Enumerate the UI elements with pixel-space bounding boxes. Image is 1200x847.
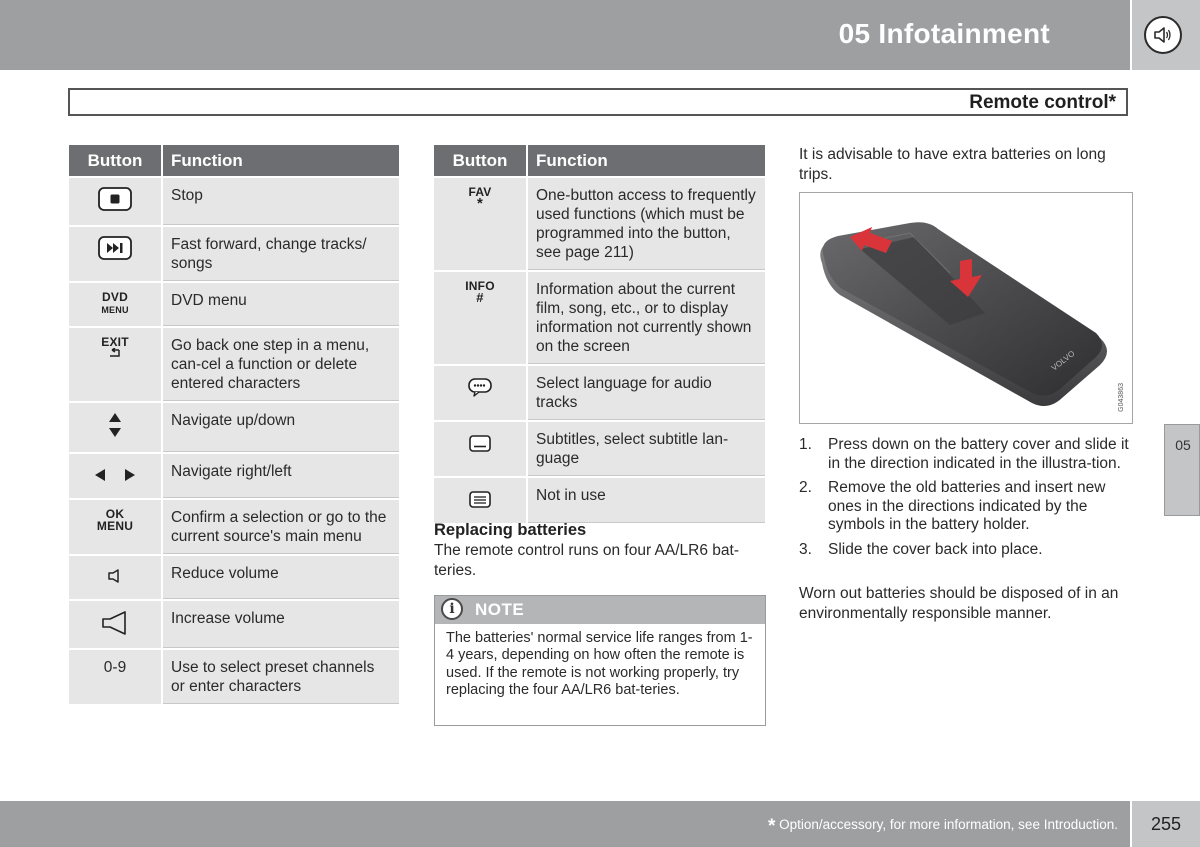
function-text: Navigate right/left: [163, 452, 399, 498]
info-button-icon: INFO #: [465, 279, 495, 305]
up-down-arrows-icon: [107, 411, 123, 444]
note-text: The batteries' normal service life ranges from 1-4 years, depending on how often the remote is used. If the remote is not working properly, try replacing the four AA/LR6 bat-teries.: [446, 630, 753, 698]
table-row: [69, 401, 399, 452]
audio-language-icon: [467, 377, 493, 402]
function-text: Subtitles, select subtitle lan-guage: [528, 420, 765, 476]
function-text: Reduce volume: [163, 554, 399, 599]
list-item: 3. Slide the cover back into place.: [799, 540, 1043, 558]
column-header-function: Function: [528, 145, 765, 176]
dvd-menu-button-icon: DVD MENU: [101, 290, 129, 315]
table-row: [69, 648, 399, 704]
function-text: Confirm a selection or go to the current source's main menu: [163, 498, 399, 554]
section-title: Remote control*: [969, 92, 1116, 113]
chapter-tab-label: 05: [1175, 437, 1191, 453]
speaker-icon: [1144, 16, 1182, 54]
table-row: [434, 176, 765, 270]
function-text: Go back one step in a menu, can-cel a function or delete entered characters: [163, 326, 399, 401]
header-icon-box: [1132, 0, 1200, 70]
function-text: Fast forward, change tracks/ songs: [163, 225, 399, 281]
header-bar: [0, 0, 1130, 70]
info-icon: i: [441, 598, 463, 620]
footer-note: * Option/accessory, for more information, see Introduction.: [767, 816, 1118, 837]
unused-button-icon: [468, 490, 492, 515]
column-header-button: Button: [434, 145, 528, 176]
table-row: [434, 476, 765, 523]
table-row: [69, 498, 399, 554]
page-number-box: [1132, 801, 1200, 847]
brand-logo: VOLVO: [1049, 348, 1077, 373]
battery-steps-list: [799, 436, 1135, 565]
table-row: [434, 364, 765, 420]
button-function-table-right: [434, 145, 765, 523]
function-text: Navigate up/down: [163, 401, 399, 452]
column-header-button: Button: [69, 145, 163, 176]
fast-forward-button-icon: [97, 235, 133, 266]
table-row: [69, 326, 399, 401]
list-item: 1. Press down on the battery cover and slide it in the direction indicated in the illustra-tion.: [799, 436, 1129, 472]
function-text: Information about the current film, song, etc., or to display information not currently shown on the screen: [528, 270, 765, 364]
function-text: Increase volume: [163, 599, 399, 648]
batteries-intro-text: The remote control runs on four AA/LR6 bat-teries.: [434, 542, 739, 579]
section-header: [68, 88, 1128, 116]
function-text: Stop: [163, 176, 399, 225]
function-text: Not in use: [528, 476, 765, 523]
table-row: [434, 270, 765, 364]
chapter-title: 05 Infotainment: [838, 18, 1050, 49]
button-function-table-left: [69, 145, 399, 704]
extra-batteries-text: It is advisable to have extra batteries on long trips.: [799, 146, 1106, 183]
table-row: [434, 420, 765, 476]
table-row: [69, 599, 399, 648]
footnote-star: *: [767, 816, 776, 837]
subtitles-icon: [468, 434, 492, 459]
ok-menu-button-icon: OK MENU: [96, 507, 134, 533]
disposal-text: Worn out batteries should be disposed of in an environmentally responsible manner.: [799, 585, 1119, 622]
function-text: Select language for audio tracks: [528, 364, 765, 420]
note-box: [434, 595, 766, 726]
left-right-arrows-icon: [93, 468, 137, 487]
illustration-code: G043863: [1118, 383, 1125, 412]
footer-bar: [0, 801, 1130, 847]
replacing-batteries-heading: Replacing batteries: [434, 521, 587, 539]
exit-button-icon: EXIT: [101, 336, 128, 360]
stop-button-icon: [97, 186, 133, 217]
function-text: One-button access to frequently used functions (which must be programmed into the button, see page 211): [528, 176, 765, 270]
table-row: [69, 225, 399, 281]
note-title: NOTE: [475, 600, 525, 619]
digit-keys-label: 0-9: [69, 648, 163, 704]
table-row: [69, 452, 399, 498]
table-row: [69, 176, 399, 225]
note-header: [435, 596, 765, 624]
list-item: 2. Remove the old batteries and insert new ones in the directions indicated by the symbols in the battery holder.: [799, 479, 1106, 533]
chapter-tab: [1164, 424, 1200, 516]
remote-battery-illustration: [799, 192, 1133, 424]
function-text: Use to select preset channels or enter characters: [163, 648, 399, 704]
table-row: [69, 281, 399, 326]
fav-button-icon: FAV *: [468, 185, 492, 212]
volume-down-icon: [107, 568, 123, 589]
page-number: 255: [1150, 814, 1182, 834]
volume-up-icon: [101, 611, 129, 640]
table-row: [69, 554, 399, 599]
function-text: DVD menu: [163, 281, 399, 326]
remote-control-image: [800, 193, 1132, 423]
column-header-function: Function: [163, 145, 399, 176]
